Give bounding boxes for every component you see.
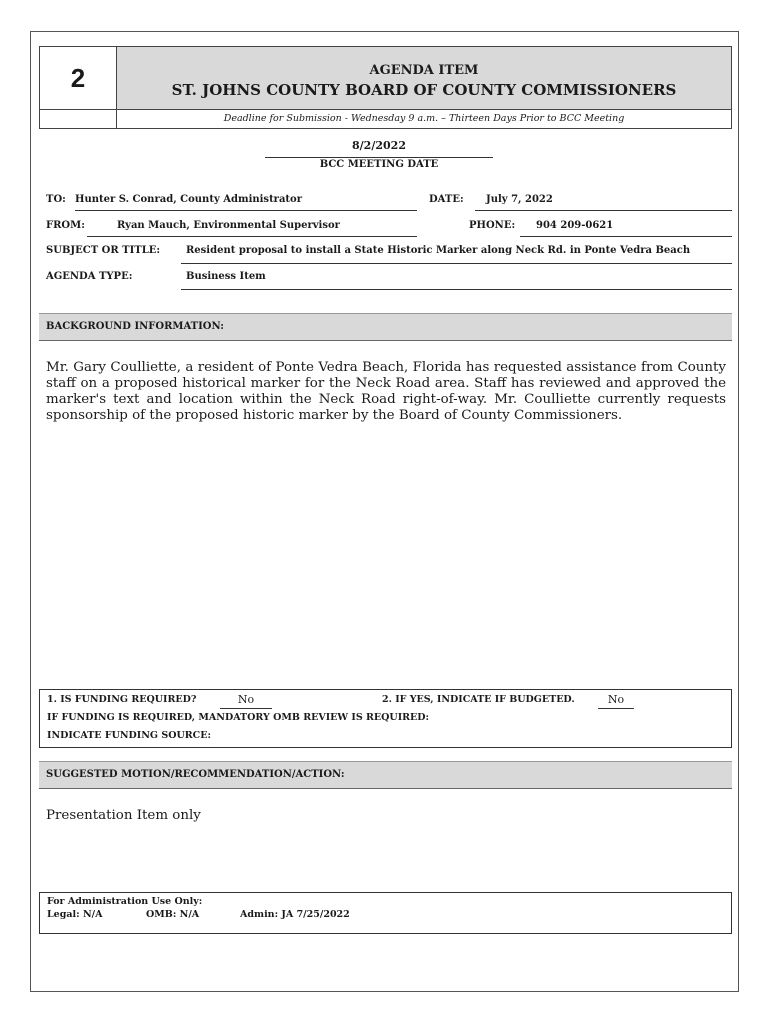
agenda-page [30,31,739,992]
subject-field [181,245,732,264]
to-label: TO: [46,194,66,205]
budgeted-value: No [598,693,634,709]
admin-approval: Admin: JA 7/25/2022 [240,909,350,920]
admin-box [39,892,732,934]
funding-required-value: No [220,693,272,709]
date-field [475,194,732,211]
to-value: Hunter S. Conrad, County Administrator [75,194,302,205]
agenda-header [39,46,732,129]
from-label: FROM: [46,220,85,231]
background-heading: BACKGROUND INFORMATION: [39,313,732,341]
header-blank-cell [40,110,117,128]
admin-heading: For Administration Use Only: [47,896,203,907]
meeting-date [265,138,493,157]
agenda-type-label: AGENDA TYPE: [46,271,133,282]
header-title-line2: ST. JOHNS COUNTY BOARD OF COUNTY COMMISSIONERS [171,81,677,99]
meeting-date-label: BCC MEETING DATE [319,159,439,170]
agenda-item-number: 2 [40,47,117,110]
motion-heading: SUGGESTED MOTION/RECOMMENDATION/ACTION: [39,761,732,789]
from-field [87,220,417,237]
date-label: DATE: [429,194,464,205]
meeting-date-value: 8/2/2022 [352,139,406,152]
budgeted-label: 2. IF YES, INDICATE IF BUDGETED. [382,694,575,705]
admin-legal: Legal: N/A [47,909,103,920]
subject-label: SUBJECT OR TITLE: [46,245,161,256]
funding-source-line: INDICATE FUNDING SOURCE: [47,730,211,741]
agenda-type-field [181,271,732,290]
omb-review-line: IF FUNDING IS REQUIRED, MANDATORY OMB REVIEW IS REQUIRED: [47,712,430,723]
submission-deadline: Deadline for Submission - Wednesday 9 a.m. – Thirteen Days Prior to BCC Meeting [223,113,625,124]
motion-text: Presentation Item only [46,808,201,823]
subject-value: Resident proposal to install a State Historic Marker along Neck Rd. in Ponte Vedra Beach [186,245,691,256]
meeting-date-rule [265,157,493,158]
agenda-type-value: Business Item [186,271,266,282]
funding-required-label: 1. IS FUNDING REQUIRED? [47,694,197,705]
background-text: Mr. Gary Coulliette, a resident of Ponte Vedra Beach, Florida has requested assistance from County staff on a proposed historical marker for the Neck Road area. Staff has reviewed and approved the marker's text and location within the Neck Road right-of-way. Mr. Coulliette currently requests sponsorship of the proposed historic marker by the Board of County Commissioners. [46,360,726,423]
from-value: Ryan Mauch, Environmental Supervisor [117,220,340,231]
header-title-line1: AGENDA ITEM [369,63,479,78]
date-value: July 7, 2022 [486,194,553,205]
phone-label: PHONE: [469,220,516,231]
admin-omb: OMB: N/A [146,909,200,920]
funding-box [39,689,732,748]
header-title-block [117,47,731,110]
phone-field [520,220,732,237]
to-field [75,194,417,211]
phone-value: 904 209-0621 [536,220,614,231]
